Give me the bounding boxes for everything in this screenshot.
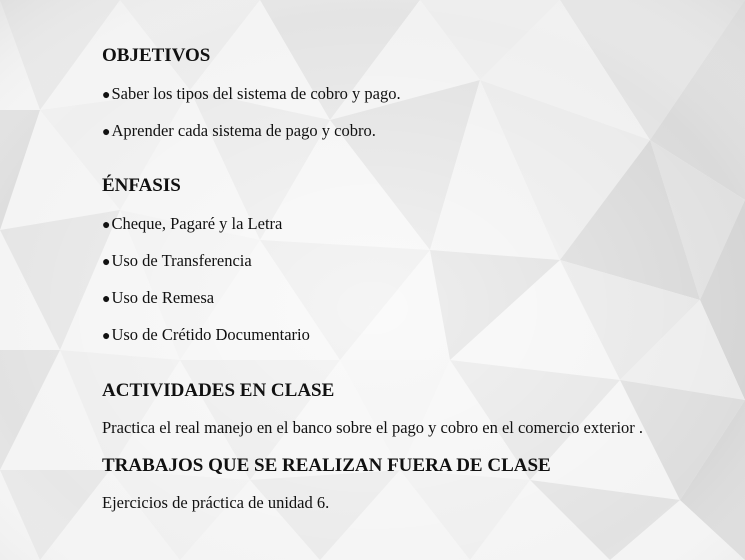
section-text-trabajos: Ejercicios de práctica de unidad 6. — [102, 493, 330, 512]
list-item: ●Aprender cada sistema de pago y cobro. — [102, 121, 376, 140]
section-title-enfasis: ÉNFASIS — [102, 175, 181, 196]
list-item: ●Uso de Crétido Documentario — [102, 325, 310, 344]
section-text-actividades: Practica el real manejo en el banco sobre el pago y cobro en el comercio exterior . — [102, 418, 644, 437]
section-title-trabajos: TRABAJOS QUE SE REALIZAN FUERA DE CLASE — [102, 455, 551, 476]
section-title-actividades: ACTIVIDADES EN CLASE — [102, 380, 335, 401]
list-item: ●Cheque, Pagaré y la Letra — [102, 214, 283, 233]
list-item: ●Saber los tipos del sistema de cobro y pago. — [102, 84, 401, 103]
list-item: ●Uso de Transferencia — [102, 251, 252, 270]
bullet-icon: ● — [102, 255, 111, 270]
bullet-icon: ● — [102, 125, 111, 140]
list-item: ●Uso de Remesa — [102, 288, 215, 307]
bullet-icon: ● — [102, 329, 111, 344]
bullet-icon: ● — [102, 88, 111, 103]
bullet-icon: ● — [102, 218, 111, 233]
section-title-objetivos: OBJETIVOS — [102, 45, 211, 66]
bullet-icon: ● — [102, 292, 111, 307]
